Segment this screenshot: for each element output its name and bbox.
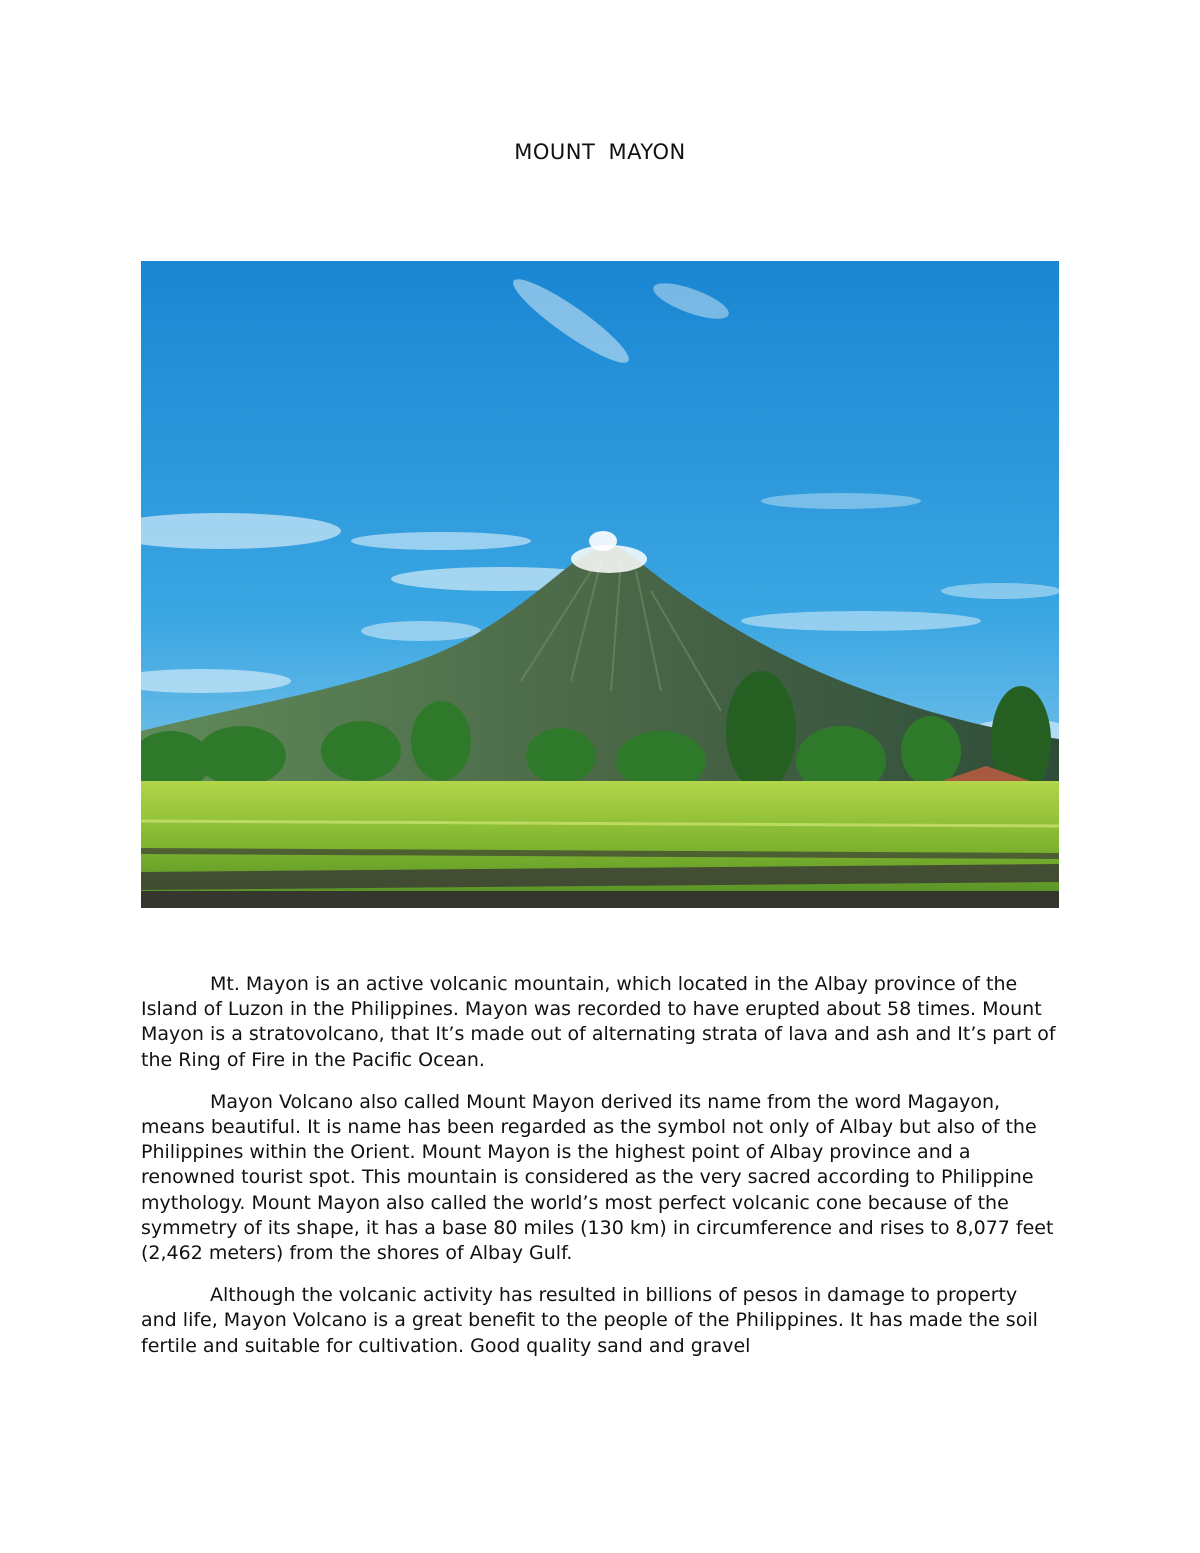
document-body — [141, 972, 1059, 1376]
paragraph: Mayon Volcano also called Mount Mayon derived its name from the word Magayon, means beautiful. It is name has been regarded as the symbol not only of Albay but also of the Philippines within the Orient. Mount Mayon is the highest point of Albay province and a renowned tourist spot. This mountain is considered as the very sacred according to Philippine mythology. Mount Mayon also called the world’s most perfect volcanic cone because of the symmetry of its shape, it has a base 80 miles (130 km) in circumference and rises to 8,077 feet (2,462 meters) from the shores of Albay Gulf. — [141, 1090, 1054, 1265]
rice-field — [141, 781, 1059, 908]
paragraph: Although the volcanic activity has resulted in billions of pesos in damage to property and life, Mayon Volcano is a great benefit to the people of the Philippines. It has made the soil fertile and suitable for cultivation. Good quality sand and gravel — [141, 1284, 1038, 1357]
mayon-volcano-photo — [141, 261, 1059, 908]
paragraph: Mt. Mayon is an active volcanic mountain, which located in the Albay province of the Island of Luzon in the Philippines. Mayon was recorded to have erupted about 58 times. Mount Mayon is a stratovolcano, that It’s made out of alternating strata of lava and ash and It’s part of the Ring of Fire in the Pacific Ocean. — [141, 973, 1056, 1071]
document-title: MOUNT MAYON — [514, 140, 686, 164]
